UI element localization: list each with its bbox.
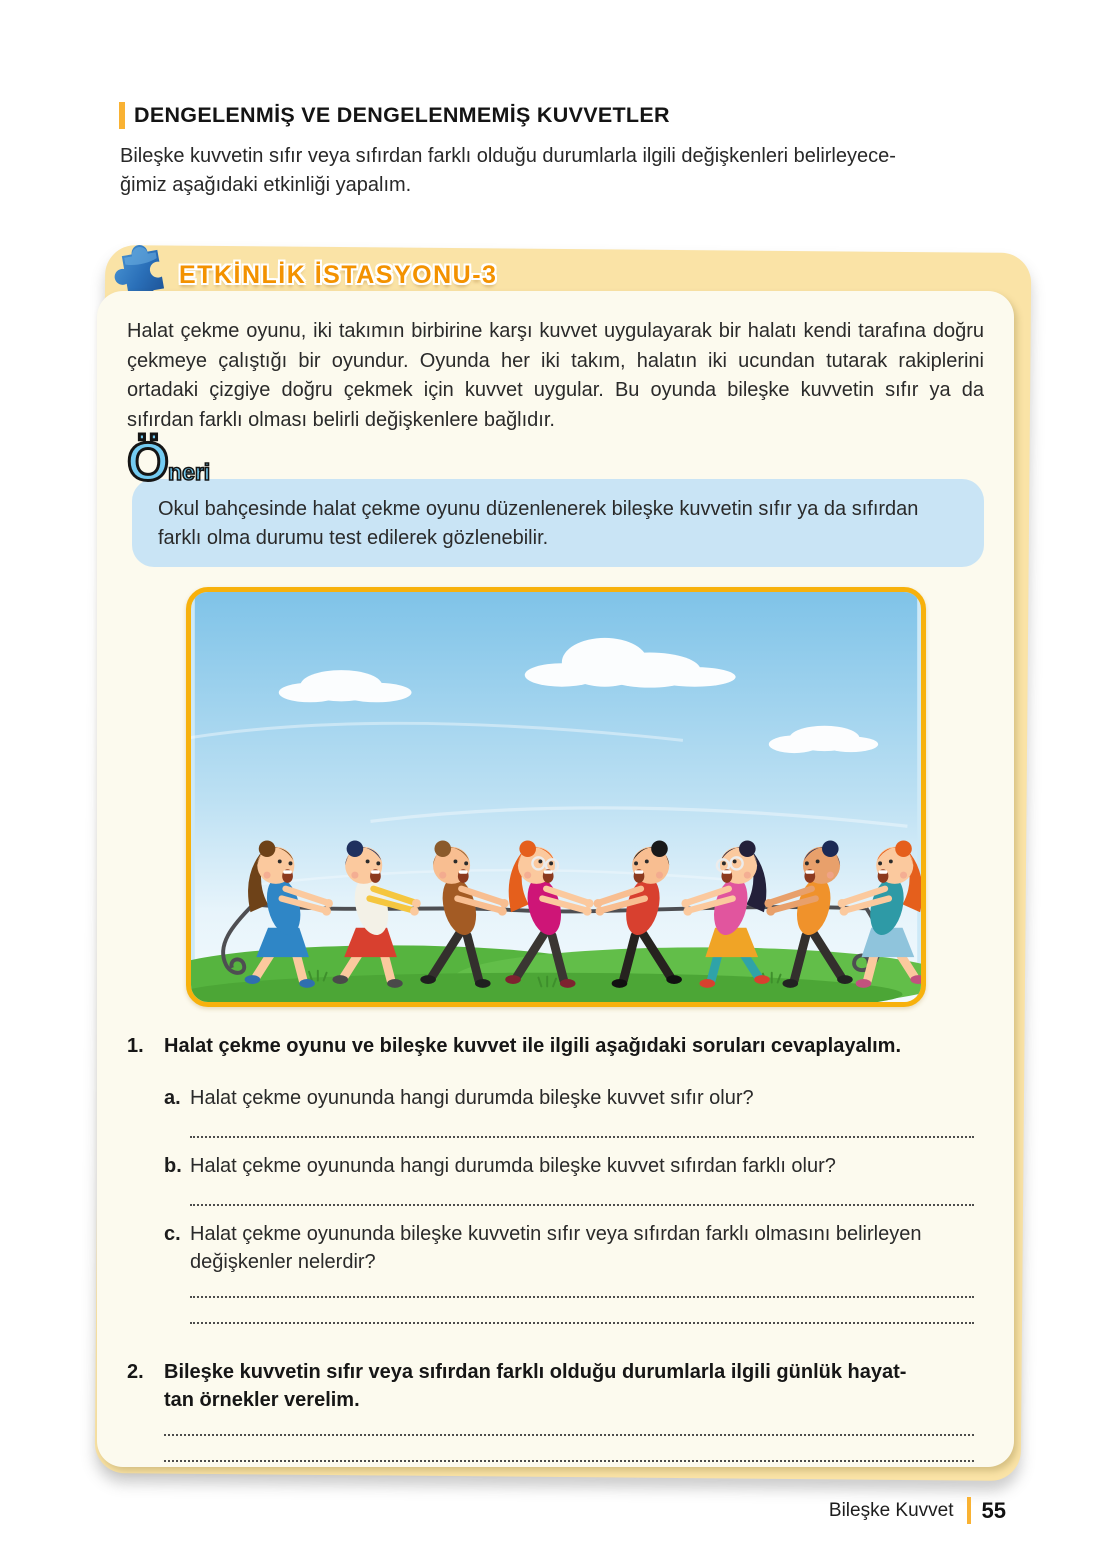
answer-line [190,1322,974,1324]
question-1 [127,1032,984,1060]
suggestion-label-initial: Ö [127,432,170,492]
answer-line [190,1136,974,1138]
title-accent-bar [119,102,125,129]
suggestion-section [127,432,984,567]
panel-content [97,291,1014,1467]
footer-divider-bar [967,1497,971,1524]
page-footer [0,1497,1006,1524]
question-1b-label: b. [164,1155,182,1177]
section-header [119,102,670,129]
question-1c-text: Halat çekme oyununda bileşke kuvvetin sıfır veya sıfırdan farklı olmasını belirleyen değişkenler nelerdir? [190,1223,922,1273]
suggestion-label-rest: neri [168,459,211,485]
question-2-number: 2. [127,1361,144,1383]
question-1c [164,1220,984,1276]
suggestion-text: Okul bahçesinde halat çekme oyunu düzenlenerek bileşke kuvvetin sıfır ya da sıfırdan farklı olma durumu test edilerek gözlenebilir. [158,498,919,549]
question-2 [127,1358,984,1414]
question-1c-label: c. [164,1223,181,1245]
footer-page-number: 55 [981,1497,1006,1523]
question-1-number: 1. [127,1035,144,1057]
questions-section [127,1032,984,1462]
intro-line-2: ğimiz aşağıdaki etkinliği yapalım. [120,174,412,196]
activity-paragraph: Halat çekme oyunu, iki takımın birbirine karşı kuvvet uygulayarak bir halatı kendi tarafına doğru çekmeye çalıştığı bir oyundur. Oyunda her iki takım, halatın iki ucundan tutarak rakiplerini ortadaki çizgiye doğru çekmek için kuvvet uygular. Bu oyunda bileşke kuvvetin sıfır ya da sıfırdan farklı olması belirli değişkenlere bağlıdır. [127,320,984,431]
answer-line [164,1434,974,1436]
activity-banner-title: ETKİNLİK İSTASYONU-3 [179,261,498,289]
intro-paragraph [120,142,998,200]
suggestion-label [127,432,211,492]
question-2-line-1: Bileşke kuvvetin sıfır veya sıfırdan farklı olduğu durumlarla ilgili günlük hayat- [164,1361,907,1383]
question-2-line-2: tan örnekler verelim. [164,1389,360,1411]
answer-line [190,1204,974,1206]
question-1b-text: Halat çekme oyununda hangi durumda bileşke kuvvet sıfırdan farklı olur? [190,1155,836,1177]
question-2-title [164,1358,906,1414]
footer-chapter: Bileşke Kuvvet [828,1499,954,1521]
question-1a-label: a. [164,1087,181,1109]
question-1-title: Halat çekme oyunu ve bileşke kuvvet ile ilgili aşağıdaki soruları cevaplayalım. [164,1035,902,1057]
activity-banner [97,249,1027,297]
question-1b [164,1152,984,1180]
suggestion-box [132,479,984,567]
question-1a-text: Halat çekme oyununda hangi durumda bileşke kuvvet sıfır olur? [190,1087,754,1109]
answer-line [190,1296,974,1298]
answer-line [164,1460,974,1462]
question-1a [164,1084,984,1112]
tug-of-war-illustration [186,587,926,1007]
section-title: DENGELENMİŞ VE DENGELENMEMİŞ KUVVETLER [134,103,670,127]
activity-panel [97,243,1027,1489]
intro-line-1: Bileşke kuvvetin sıfır veya sıfırdan farklı olduğu durumlarla ilgili değişkenleri belirleyece- [120,145,896,167]
